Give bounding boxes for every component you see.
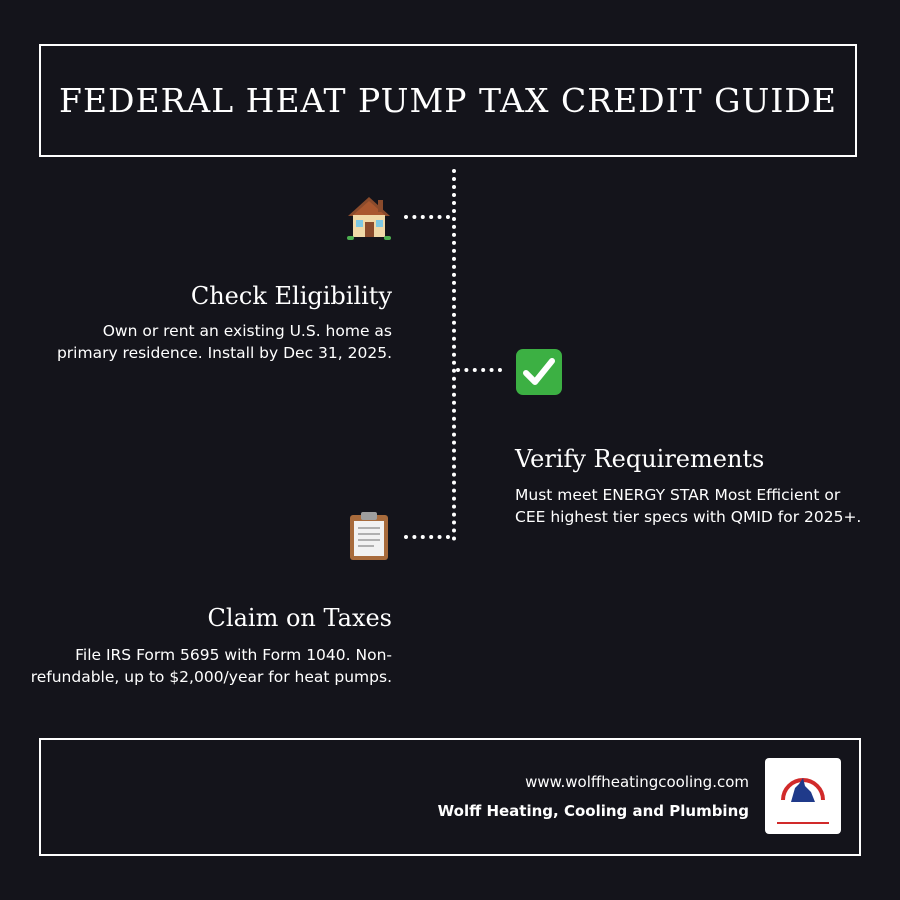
footer-banner: [39, 738, 861, 856]
wolff-logo: [765, 758, 841, 834]
step3-connector: [404, 535, 450, 539]
clipboard-icon: [344, 511, 394, 561]
step1-connector: [404, 215, 450, 219]
house-icon: [344, 192, 394, 242]
step1-heading: Check Eligibility: [190, 282, 392, 310]
timeline-line: [452, 169, 456, 541]
footer-website-link[interactable]: www.wolffheatingcooling.com: [525, 773, 749, 791]
step1-text-line1: Own or rent an existing U.S. home as: [102, 322, 392, 340]
footer-company-name: Wolff Heating, Cooling and Plumbing: [437, 802, 749, 820]
step3-heading: Claim on Taxes: [207, 604, 392, 632]
step2-text-line2: CEE highest tier specs with QMID for 2025+.: [515, 508, 862, 526]
step3-text-line2: refundable, up to $2,000/year for heat pumps.: [30, 668, 392, 686]
step2-connector: [456, 368, 502, 372]
page-title: FEDERAL HEAT PUMP TAX CREDIT GUIDE: [59, 81, 837, 120]
step2-text-line1: Must meet ENERGY STAR Most Efficient or: [515, 486, 841, 504]
title-banner: [39, 44, 857, 157]
step1-text-line2: primary residence. Install by Dec 31, 2025.: [56, 344, 392, 362]
step3-text-line1: File IRS Form 5695 with Form 1040. Non-: [75, 646, 392, 664]
checkmark-icon: [514, 347, 564, 397]
step2-heading: Verify Requirements: [515, 445, 765, 473]
